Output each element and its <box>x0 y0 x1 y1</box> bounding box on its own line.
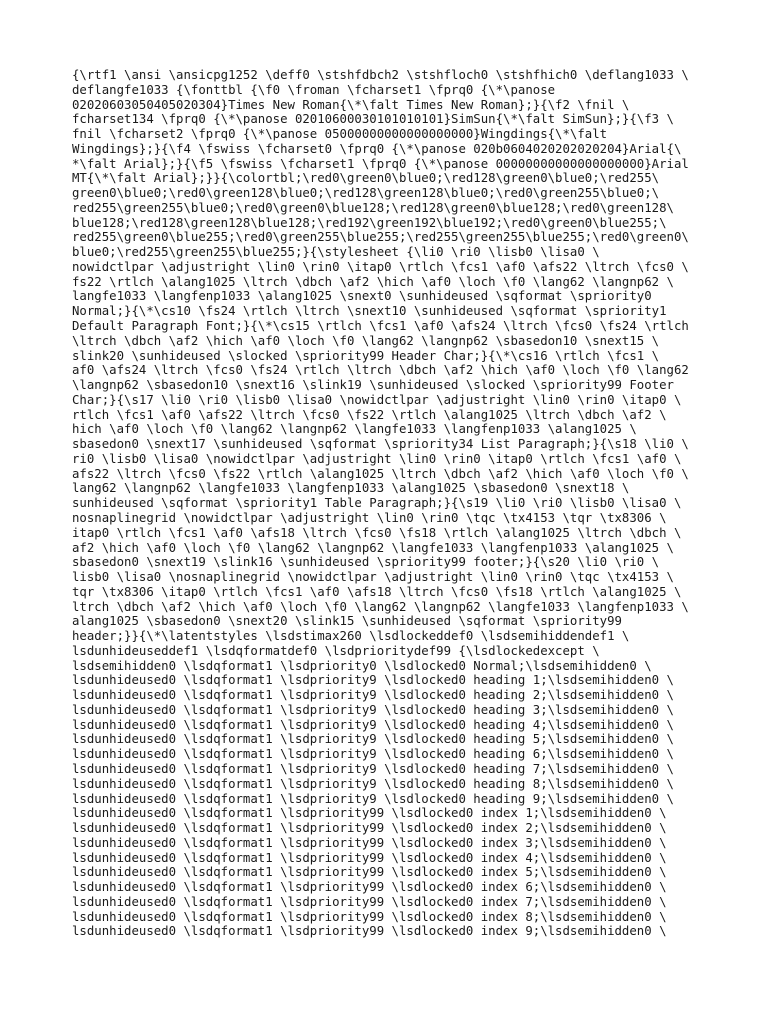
text-line: af2 \hich \af0 \loch \f0 \lang62 \langnp62 \langfe1033 \langfenp1033 \alang1025 \ <box>72 540 674 555</box>
text-line: blue128;\red128\green128\blue128;\red192\green192\blue192;\red0\green0\blue255;\ <box>72 215 667 230</box>
text-line: *\falt Arial};}{\f5 \fswiss \fcharset1 \fprq0 {\*\panose 00000000000000000000}Arial <box>72 156 689 171</box>
text-line: sbasedon0 \snext19 \slink16 \sunhideused \spriority99 footer;}{\s20 \li0 \ri0 \ <box>72 555 660 570</box>
text-line: blue0;\red255\green255\blue255;}{\stylesheet {\li0 \ri0 \lisb0 \lisa0 \ <box>72 245 600 260</box>
text-line: fnil \fcharset2 \fprq0 {\*\panose 05000000000000000000}Wingdings{\*\falt <box>72 127 608 142</box>
text-line: nosnaplinegrid \nowidctlpar \adjustright \lin0 \rin0 \tqc \tx4153 \tqr \tx8306 \ <box>72 510 667 525</box>
text-line: MT{\*\falt Arial};}}{\colortbl;\red0\green0\blue0;\red128\green0\blue0;\red255\ <box>72 171 660 186</box>
text-line: af0 \afs24 \ltrch \fcs0 \fs24 \rtlch \ltrch \dbch \af2 \hich \af0 \loch \f0 \lang62 <box>72 363 689 378</box>
text-line: green0\blue0;\red0\green128\blue0;\red128\green128\blue0;\red0\green255\blue0;\ <box>72 186 660 201</box>
text-line: lsdunhideuseddef1 \lsdqformatdef0 \lsdprioritydef99 {\lsdlockedexcept \ <box>72 643 600 658</box>
text-line: afs22 \ltrch \fcs0 \fs22 \rtlch \alang1025 \ltrch \dbch \af2 \hich \af0 \loch \f0 \ <box>72 466 689 481</box>
text-line: ltrch \dbch \af2 \hich \af0 \loch \f0 \lang62 \langnp62 \langfe1033 \langfenp1033 \ <box>72 599 689 614</box>
text-line: slink20 \sunhideused \slocked \spriority99 Header Char;}{\*\cs16 \rtlch \fcs1 \ <box>72 348 660 363</box>
text-line: sbasedon0 \snext17 \sunhideused \sqformat \spriority34 List Paragraph;}{\s18 \li0 \ <box>72 437 689 452</box>
text-line: lsdunhideused0 \lsdqformat1 \lsdpriority99 \lsdlocked0 index 2;\lsdsemihidden0 \ <box>72 821 667 836</box>
text-line: lsdunhideused0 \lsdqformat1 \lsdpriority99 \lsdlocked0 index 9;\lsdsemihidden0 \ <box>72 924 667 939</box>
text-line: sunhideused \sqformat \spriority1 Table Paragraph;}{\s19 \li0 \ri0 \lisb0 \lisa0 \ <box>72 496 682 511</box>
text-line: lsdunhideused0 \lsdqformat1 \lsdpriority9 \lsdlocked0 heading 3;\lsdsemihidden0 \ <box>72 702 674 717</box>
text-line: lsdunhideused0 \lsdqformat1 \lsdpriority99 \lsdlocked0 index 7;\lsdsemihidden0 \ <box>72 894 667 909</box>
text-line: lsdunhideused0 \lsdqformat1 \lsdpriority9 \lsdlocked0 heading 5;\lsdsemihidden0 \ <box>72 732 674 747</box>
text-line: lsdunhideused0 \lsdqformat1 \lsdpriority99 \lsdlocked0 index 6;\lsdsemihidden0 \ <box>72 880 667 895</box>
text-line: fs22 \rtlch \alang1025 \ltrch \dbch \af2 \hich \af0 \loch \f0 \lang62 \langnp62 \ <box>72 274 674 289</box>
text-line: deflangfe1033 {\fonttbl {\f0 \froman \fcharset1 \fprq0 {\*\panose <box>72 82 556 97</box>
text-line: lsdunhideused0 \lsdqformat1 \lsdpriority99 \lsdlocked0 index 4;\lsdsemihidden0 \ <box>72 850 667 865</box>
rtf-source-text <box>72 68 712 939</box>
text-line: \langnp62 \sbasedon10 \snext16 \slink19 \sunhideused \slocked \spriority99 Footer <box>72 378 674 393</box>
text-line: ri0 \lisb0 \lisa0 \nowidctlpar \adjustright \lin0 \rin0 \itap0 \rtlch \fcs1 \af0 \ <box>72 451 682 466</box>
text-line: \ltrch \dbch \af2 \hich \af0 \loch \f0 \lang62 \langnp62 \sbasedon10 \snext15 \ <box>72 333 660 348</box>
text-line: fcharset134 \fprq0 {\*\panose 02010600030101010101}SimSun{\*\falt SimSun};}{\f3 \ <box>72 112 674 127</box>
text-line: lsdunhideused0 \lsdqformat1 \lsdpriority9 \lsdlocked0 heading 4;\lsdsemihidden0 \ <box>72 717 674 732</box>
text-line: {\rtf1 \ansi \ansicpg1252 \deff0 \stshfdbch2 \stshfloch0 \stshfhich0 \deflang1033 \ <box>72 68 689 82</box>
text-line: hich \af0 \loch \f0 \lang62 \langnp62 \langfe1033 \langfenp1033 \alang1025 \ <box>72 422 637 437</box>
text-line: red255\green255\blue0;\red0\green0\blue128;\red128\green0\blue128;\red0\green128\ <box>72 200 674 215</box>
text-line: header;}}{\*\latentstyles \lsdstimax260 \lsdlockeddef0 \lsdsemihiddendef1 \ <box>72 629 630 644</box>
text-line: lsdunhideused0 \lsdqformat1 \lsdpriority9 \lsdlocked0 heading 8;\lsdsemihidden0 \ <box>72 776 674 791</box>
text-line: lsdunhideused0 \lsdqformat1 \lsdpriority99 \lsdlocked0 index 8;\lsdsemihidden0 \ <box>72 909 667 924</box>
text-line: lsdunhideused0 \lsdqformat1 \lsdpriority9 \lsdlocked0 heading 2;\lsdsemihidden0 \ <box>72 688 674 703</box>
text-line: lsdsemihidden0 \lsdqformat1 \lsdpriority0 \lsdlocked0 Normal;\lsdsemihidden0 \ <box>72 658 652 673</box>
text-line: rtlch \fcs1 \af0 \afs22 \ltrch \fcs0 \fs22 \rtlch \alang1025 \ltrch \dbch \af2 \ <box>72 407 667 422</box>
text-line: lsdunhideused0 \lsdqformat1 \lsdpriority99 \lsdlocked0 index 1;\lsdsemihidden0 \ <box>72 806 667 821</box>
text-line: lsdunhideused0 \lsdqformat1 \lsdpriority9 \lsdlocked0 heading 9;\lsdsemihidden0 \ <box>72 791 674 806</box>
text-line: Wingdings};}{\f4 \fswiss \fcharset0 \fprq0 {\*\panose 020b0604020202020204}Arial{\ <box>72 141 682 156</box>
text-line: lsdunhideused0 \lsdqformat1 \lsdpriority9 \lsdlocked0 heading 1;\lsdsemihidden0 \ <box>72 673 674 688</box>
text-line: alang1025 \sbasedon0 \snext20 \slink15 \sunhideused \sqformat \spriority99 <box>72 614 622 629</box>
text-line: Char;}{\s17 \li0 \ri0 \lisb0 \lisa0 \nowidctlpar \adjustright \lin0 \rin0 \itap0 \ <box>72 392 682 407</box>
text-line: lsdunhideused0 \lsdqformat1 \lsdpriority99 \lsdlocked0 index 3;\lsdsemihidden0 \ <box>72 835 667 850</box>
text-line: itap0 \rtlch \fcs1 \af0 \afs18 \ltrch \fcs0 \fs18 \rtlch \alang1025 \ltrch \dbch \ <box>72 525 682 540</box>
text-line: lisb0 \lisa0 \nosnaplinegrid \nowidctlpar \adjustright \lin0 \rin0 \tqc \tx4153 \ <box>72 570 674 585</box>
text-line: lsdunhideused0 \lsdqformat1 \lsdpriority9 \lsdlocked0 heading 6;\lsdsemihidden0 \ <box>72 747 674 762</box>
text-line: nowidctlpar \adjustright \lin0 \rin0 \itap0 \rtlch \fcs1 \af0 \afs22 \ltrch \fcs0 \ <box>72 259 689 274</box>
text-line: 02020603050405020304}Times New Roman{\*\falt Times New Roman};}{\f2 \fnil \ <box>72 97 630 112</box>
text-line: lsdunhideused0 \lsdqformat1 \lsdpriority9 \lsdlocked0 heading 7;\lsdsemihidden0 \ <box>72 761 674 776</box>
text-line: tqr \tx8306 \itap0 \rtlch \fcs1 \af0 \afs18 \ltrch \fcs0 \fs18 \rtlch \alang1025 \ <box>72 584 682 599</box>
text-line: lsdunhideused0 \lsdqformat1 \lsdpriority99 \lsdlocked0 index 5;\lsdsemihidden0 \ <box>72 865 667 880</box>
text-line: langfe1033 \langfenp1033 \alang1025 \snext0 \sunhideused \sqformat \spriority0 <box>72 289 652 304</box>
text-line: red255\green0\blue255;\red0\green255\blue255;\red255\green255\blue255;\red0\green0\ <box>72 230 689 245</box>
text-line: lang62 \langnp62 \langfe1033 \langfenp1033 \alang1025 \sbasedon0 \snext18 \ <box>72 481 630 496</box>
text-line: Default Paragraph Font;}{\*\cs15 \rtlch \fcs1 \af0 \afs24 \ltrch \fcs0 \fs24 \rtlch <box>72 319 689 334</box>
text-line: Normal;}{\*\cs10 \fs24 \rtlch \ltrch \snext10 \sunhideused \sqformat \spriority1 <box>72 304 667 319</box>
